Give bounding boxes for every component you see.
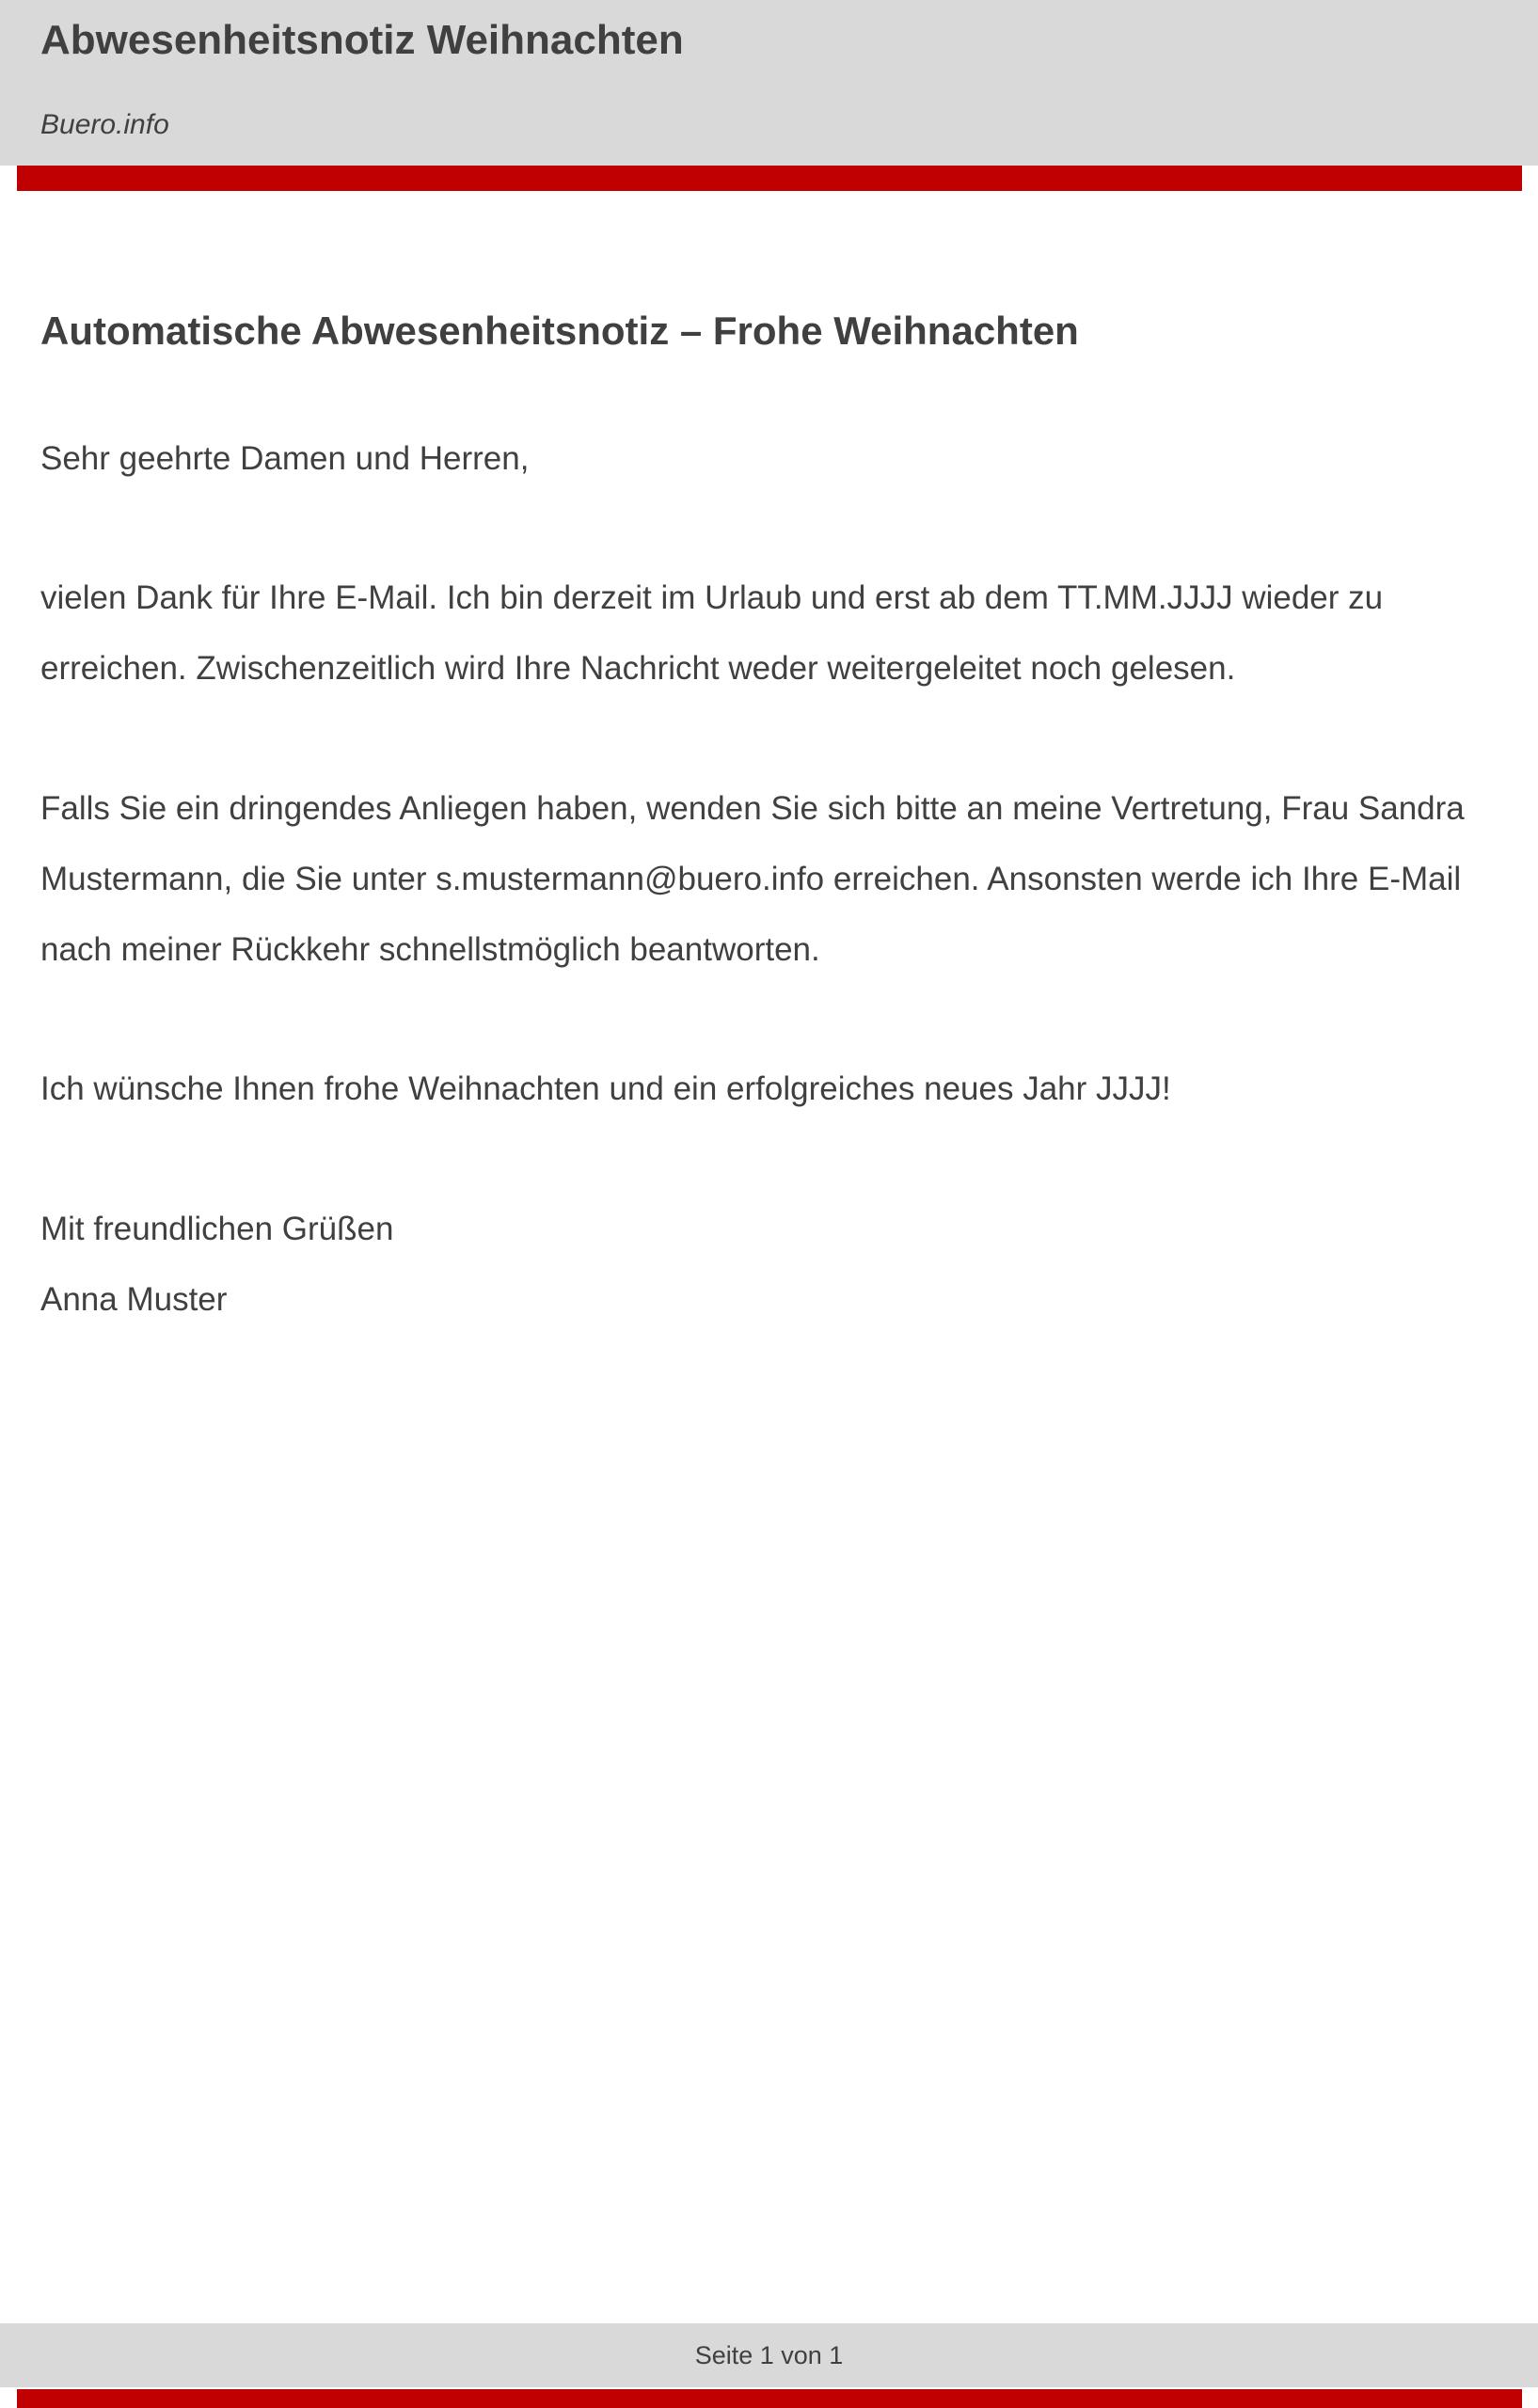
paragraph-3: Ich wünsche Ihnen frohe Weihnachten und ein erfolgreiches neues Jahr JJJJ! (40, 1070, 1171, 1107)
header-title: Abwesenheitsnotiz Weihnachten (40, 17, 684, 63)
header-accent-bar (17, 166, 1522, 191)
closing: Mit freundlichen Grüßen (40, 1211, 394, 1247)
document-heading: Automatische Abwesenheitsnotiz – Frohe Weihnachten (40, 309, 1079, 353)
page-header (0, 0, 1538, 166)
greeting: Sehr geehrte Damen und Herren, (40, 440, 530, 477)
paragraph-2: Falls Sie ein dringendes Anliegen haben, wenden Sie sich bitte an meine Vertretung, Frau Sandra Mustermann, die Sie unter s.mustermann@buero.info erreichen. Ansonsten werde ich Ihre E-Mail nach meiner Rückkehr schnellstmöglich beantworten. (40, 790, 1465, 968)
header-subtitle: Buero.info (40, 109, 169, 140)
paragraph-1: vielen Dank für Ihre E-Mail. Ich bin derzeit im Urlaub und erst ab dem TT.MM.JJJJ wieder zu erreichen. Zwischenzeitlich wird Ihre Nachricht weder weitergeleitet noch gelesen. (40, 579, 1384, 687)
footer-accent-bar (17, 2389, 1522, 2408)
signature: Anna Muster (40, 1281, 228, 1318)
page-footer (0, 2323, 1538, 2387)
page-number: Seite 1 von 1 (694, 2341, 844, 2369)
